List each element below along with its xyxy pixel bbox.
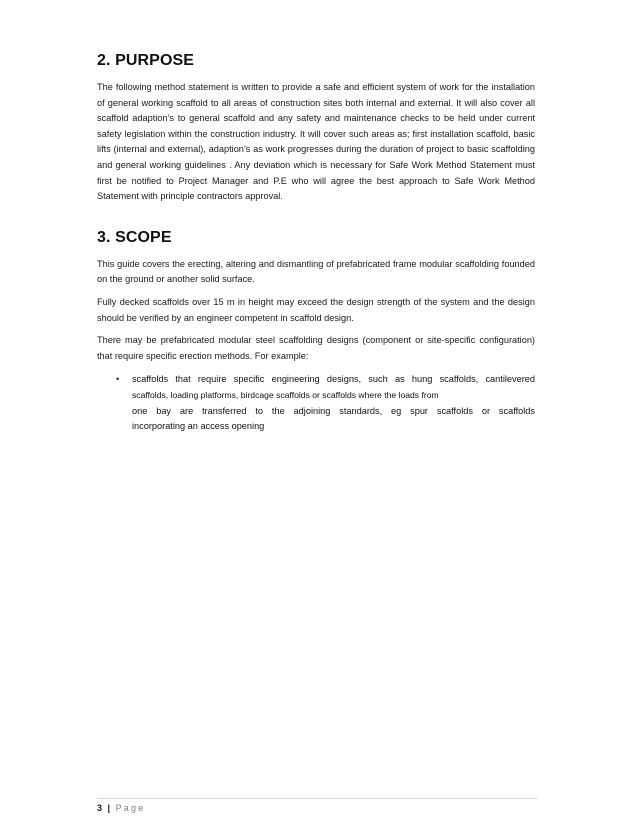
scope-bullet-list bbox=[97, 372, 535, 434]
scope-paragraph-1: This guide covers the erecting, altering and dismantling of prefabricated frame modular scaffolding founded on the ground or another solid surface. bbox=[97, 258, 535, 285]
page-number: 3 bbox=[97, 803, 103, 813]
purpose-paragraph: The following method statement is written to provide a safe and efficient system of work for the installation of general working scaffold to all areas of construction sites both internal and external. It will also cover all scaffold adaption’s to general scaffold and any safety and maintenance checks to be held under current safety legislation within the construction industry. It will cover such areas as; first installation scaffold, basic lifts (internal and external), adaption’s as work progresses during the duration of project to basic scaffolding and general working guidelines . Any deviation which is necessary for Safe Work Method Statement must first be notified to Project Manager and P.E who will agree the best approach to Safe Work Method Statement with principle contractors approval. bbox=[97, 82, 535, 202]
list-item bbox=[97, 372, 535, 434]
purpose-heading: 2. PURPOSE bbox=[97, 52, 195, 69]
purpose-section bbox=[97, 52, 535, 205]
bullet-line-2: scaffolds, loading platforms, birdcage scaffolds or scaffolds where the loads from bbox=[132, 389, 439, 400]
scope-heading: 3. SCOPE bbox=[97, 228, 172, 246]
bullet-icon: • bbox=[116, 374, 120, 385]
page-content bbox=[97, 52, 535, 435]
bullet-line-4: incorporating an access opening bbox=[132, 421, 265, 432]
scope-paragraph-3: There may be prefabricated modular steel scaffolding designs (component or site-specific configuration) that require specific erection methods. For example: bbox=[97, 335, 535, 361]
bullet-line-3: one bay are transferred to the adjoining standards, eg spur scaffolds or scaffolds bbox=[132, 405, 535, 416]
bullet-line-1: scaffolds that require specific engineering designs, such as hung scaffolds, cantilevered bbox=[132, 374, 535, 385]
scope-section bbox=[97, 229, 535, 435]
footer-separator: | bbox=[107, 803, 111, 813]
scope-paragraph-2: Fully decked scaffolds over 15 m in height may exceed the design strength of the system and the design should be verified by an engineer competent in scaffold design. bbox=[97, 296, 535, 323]
page-footer bbox=[97, 798, 538, 813]
page-label: Page bbox=[115, 803, 146, 813]
